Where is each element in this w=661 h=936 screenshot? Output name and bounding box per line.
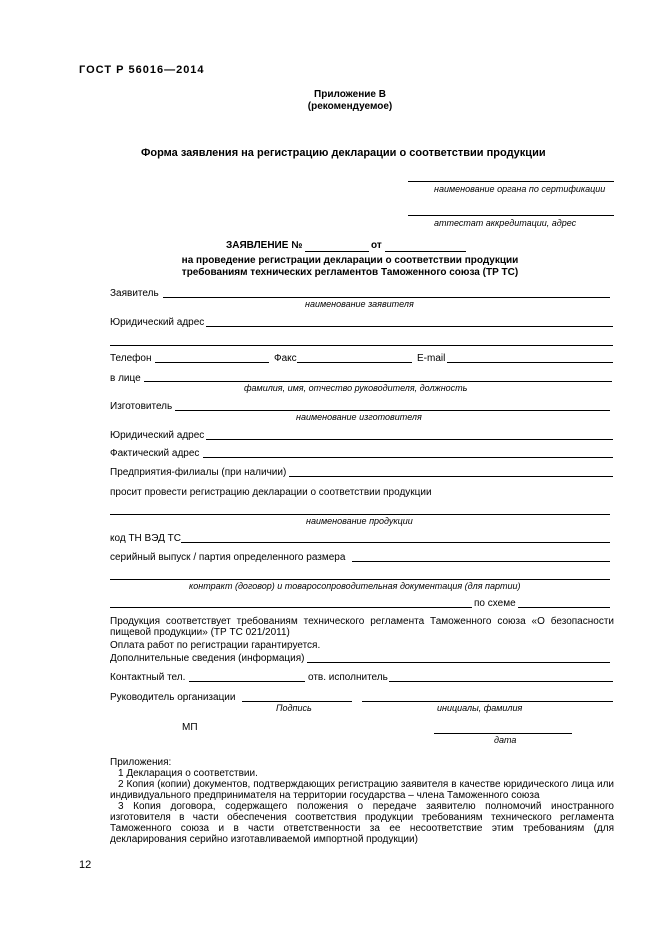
product-line [110, 514, 610, 515]
attachment-item-3: 3 Копия договора, содержащего положения о передаче заявителю полномочий иностранного изготовителя в части обеспечения соответствия продукции требованиям технического регламента Таможенного союза и в части ответственности за ее несоответствие этим требованиям (для декларирования серийно изготавливаемой импортной продукции) [110, 801, 614, 845]
scheme-prefix-line [110, 607, 472, 608]
branches-line [289, 476, 613, 477]
signature-caption: Подпись [276, 703, 312, 713]
manufacturer-line [175, 410, 610, 411]
phone-line [155, 362, 269, 363]
additional-line [307, 662, 610, 663]
actual-address-label: Фактический адрес [110, 448, 200, 459]
phone-label: Телефон [110, 353, 152, 364]
accreditation-caption: аттестат аккредитации, адрес [434, 218, 577, 228]
head-label: Руководитель организации [110, 692, 236, 703]
statement-line2: на проведение регистрации декларации о соответствии продукции [181, 255, 519, 266]
payment-text: Оплата работ по регистрации гарантируется. [110, 640, 321, 651]
contract-caption: контракт (договор) и товаросопроводительная документация (для партии) [189, 581, 521, 591]
accreditation-line [408, 215, 614, 216]
appendix-title: Приложение В [314, 89, 386, 100]
fax-line [297, 362, 412, 363]
statement-date-line [385, 251, 466, 252]
date-line [434, 733, 572, 734]
contract-line [110, 579, 610, 580]
page-number: 12 [79, 859, 92, 871]
form-title: Форма заявления на регистрацию декларации о соответствии продукции [141, 147, 546, 159]
represented-by-line [144, 381, 612, 382]
statement-from-label: от [371, 240, 382, 251]
request-text: просит провести регистрацию декларации о соответствии продукции [110, 487, 432, 498]
executor-label: отв. исполнитель [308, 672, 388, 683]
contact-phone-label: Контактный тел. [110, 672, 186, 683]
attachments-title: Приложения: [110, 757, 172, 768]
date-caption: дата [494, 735, 517, 745]
compliance-text: Продукция соответствует требованиям технического регламента Таможенного союза «О безопасности пищевой продукции» (ТР ТС 021/2011) [110, 616, 614, 638]
manufacturer-label: Изготовитель [110, 401, 173, 412]
initials-line [362, 701, 613, 702]
statement-heading: ЗАЯВЛЕНИЕ № [226, 240, 303, 251]
email-line [447, 362, 613, 363]
represented-by-label: в лице [110, 373, 141, 384]
manufacturer-caption: наименование изготовителя [296, 412, 422, 422]
legal-address-line [206, 326, 613, 327]
initials-caption: инициалы, фамилия [437, 703, 523, 713]
applicant-caption: наименование заявителя [305, 299, 414, 309]
scheme-label: по схеме [474, 598, 516, 609]
serial-label: серийный выпуск / партия определенного размера [110, 552, 346, 563]
serial-line [352, 561, 610, 562]
appendix-subtitle: (рекомендуемое) [307, 101, 393, 112]
product-caption: наименование продукции [306, 516, 413, 526]
represented-by-caption: фамилия, имя, отчество руководителя, должность [244, 383, 468, 393]
contact-phone-line [189, 681, 305, 682]
applicant-label: Заявитель [110, 288, 159, 299]
applicant-line [163, 297, 610, 298]
tn-ved-line [181, 542, 610, 543]
actual-address-line [203, 457, 613, 458]
tn-ved-label: код ТН ВЭД ТС [110, 533, 181, 544]
legal-address-line-2 [110, 345, 613, 346]
certification-body-caption: наименование органа по сертификации [434, 184, 606, 194]
attachment-item-2: 2 Копия (копии) документов, подтверждающих регистрацию заявителя в качестве юридического лица или индивидуального предпринимателя на территории государства – члена Таможенного союза [110, 779, 614, 801]
scheme-line [518, 607, 610, 608]
certification-body-line [408, 181, 614, 182]
statement-line3: требованиям технических регламентов Таможенного союза (ТР ТС) [181, 267, 519, 278]
statement-number-line [305, 251, 369, 252]
standard-header: ГОСТ Р 56016—2014 [79, 64, 205, 76]
fax-label: Факс [274, 353, 297, 364]
legal-address-label: Юридический адрес [110, 317, 205, 328]
additional-label: Дополнительные сведения (информация) [110, 653, 305, 664]
branches-label: Предприятия-филиалы (при наличии) [110, 467, 287, 478]
legal-address-2-label: Юридический адрес [110, 430, 205, 441]
attachment-item-1: 1 Декларация о соответствии. [118, 768, 258, 779]
executor-line [389, 681, 613, 682]
signature-line [242, 701, 352, 702]
stamp-label: МП [182, 722, 198, 733]
legal-address-2-line [206, 439, 613, 440]
email-label: E-mail [417, 353, 446, 364]
